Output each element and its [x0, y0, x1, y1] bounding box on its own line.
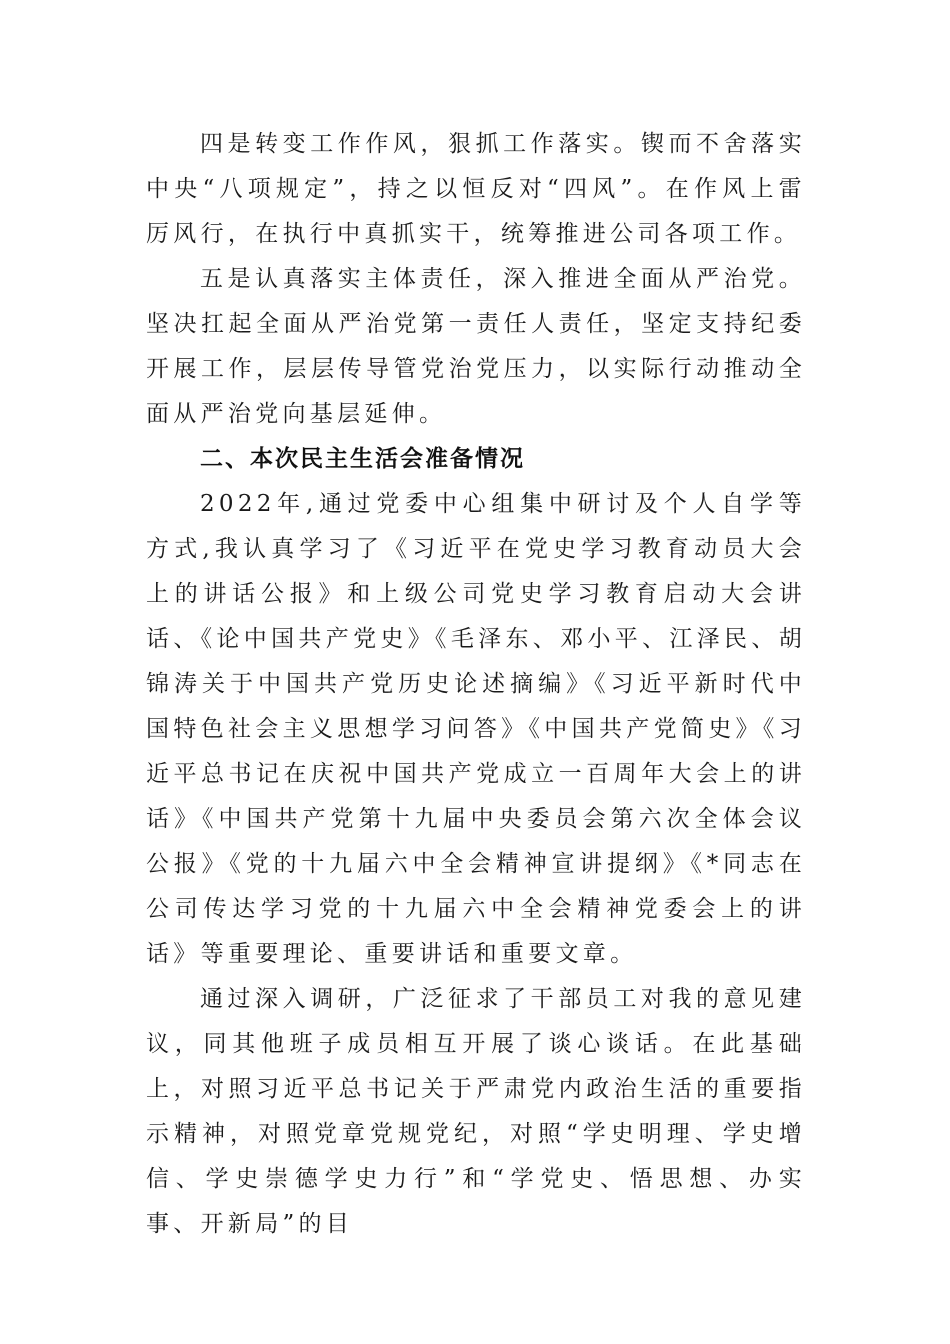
- paragraph-research-opinions: 通过深入调研，广泛征求了干部员工对我的意见建议，同其他班子成员相互开展了谈心谈话。在此基础上，对照习近平总书记关于严肃党内政治生活的重要指示精神，对照党章党规党纪，对照“学史明理、学史增信、学史崇德学史力行”和“学党史、悟思想、办实事、开新局”的目: [146, 986, 806, 1237]
- document-body: [146, 122, 806, 1247]
- paragraph-work-style: 四是转变工作作风，狠抓工作落实。锲而不舍落实中央“八项规定”，持之以恒反对“四风”。在作风上雷厉风行，在执行中真抓实干，统筹推进公司各项工作。: [146, 131, 806, 247]
- section-heading: 二、本次民主生活会准备情况: [200, 446, 525, 472]
- paragraph-main-responsibility: 五是认真落实主体责任，深入推进全面从严治党。坚决扛起全面从严治党第一责任人责任，坚定支持纪委开展工作，层层传导管党治党压力，以实际行动推动全面从严治党向基层延伸。: [146, 266, 806, 427]
- paragraph-study-materials: 2022年,通过党委中心组集中研讨及个人自学等方式,我认真学习了《习近平在党史学习教育动员大会上的讲话公报》和上级公司党史学习教育启动大会讲话、《论中国共产党史》《毛泽东、邓小平、江泽民、胡锦涛关于中国共产党历史论述摘编》《习近平新时代中国特色社会主义思想学习问答》《中国共产党简史》《习近平总书记在庆祝中国共产党成立一百周年大会上的讲话》《中国共产党第十九届中央委员会第六次全体会议公报》《党的十九届六中全会精神宣讲提纲》《*同志在公司传达学习党的十九届六中全会精神党委会上的讲话》等重要理论、重要讲话和重要文章。: [146, 491, 806, 967]
